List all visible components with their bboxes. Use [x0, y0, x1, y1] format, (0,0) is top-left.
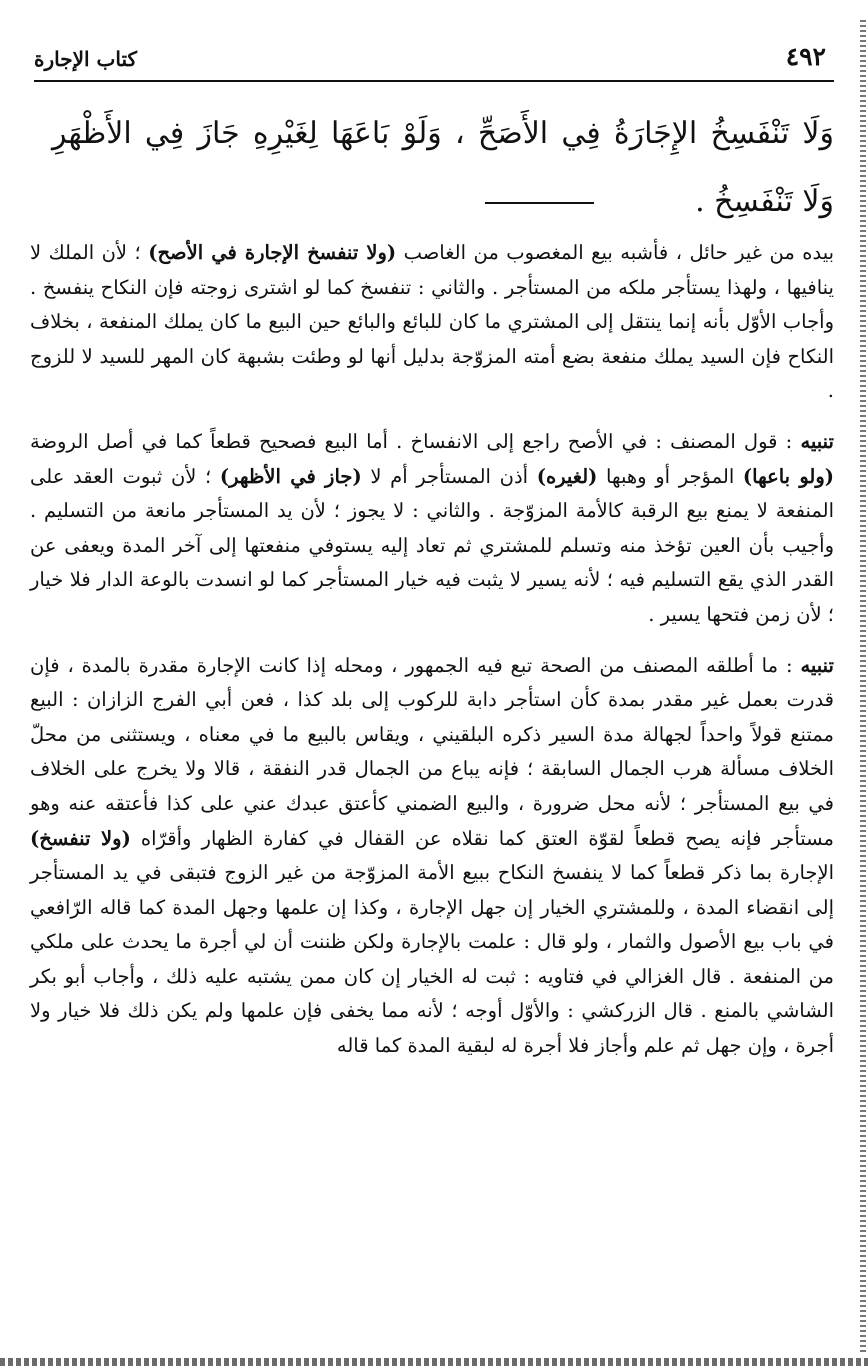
page-header [34, 38, 834, 78]
decorative-bottom-border [0, 1358, 868, 1366]
note-label: تنبيه [800, 429, 834, 453]
commentary-text: الإجارة بما ذكر قطعاً كما لا ينفسخ النكاح ببيع الأمة المزوّجة من غير الزوج فتبقى في يد المستأجر إلى انقضاء المدة ، وللمشتري الخيار إن جهل الإجارة ، وكذا إن علمها وجهل المدة كما قاله الرّافعي في باب بيع الأصول والثمار ، ولو قال : علمت بالإجارة ولكن ظننت أن لي أجرة ما يحدث على ملكي من المنفعة . قال الغزالي في فتاويه : ثبت له الخيار إن كان ممن يشتبه عليه ذلك ، وأجاب أبو بكر الشاشي بالمنع . قال الزركشي : والأوّل أوجه ؛ لأنه مما يخفى فإن علمها ولم يكن ذلك فلا خيار ولا أجرة ، وإن جهل ثم علم وأجاز فلا أجرة له لبقية المدة كما قاله [30, 861, 834, 1058]
quoted-matn: (لغيره) [536, 464, 598, 488]
commentary-paragraph-2 [30, 425, 834, 633]
commentary-text: : قول المصنف : في الأصح راجع إلى الانفساخ . أما البيع فصحيح قطعاً كما في أصل الروضة [30, 429, 801, 453]
matn-text: وَلَا تَنْفَسِخُ الإِجَارَةُ فِي الأَصَحِّ ، وَلَوْ بَاعَهَا لِغَيْرِهِ جَازَ فِي الأَظْهَرِ وَلَا تَنْفَسِخُ . [52, 116, 834, 219]
commentary-text: المؤجر أو وهبها [597, 464, 743, 488]
note-label: تنبيه [800, 653, 834, 677]
quoted-matn: (ولا تنفسخ) [30, 826, 131, 850]
page-number: ٤٩٢ [785, 42, 826, 71]
quoted-matn: (ولو باعها) [742, 464, 834, 488]
running-title: كتاب الإجارة [34, 47, 137, 71]
quoted-matn: (ولا تنفسخ الإجارة في الأصح) [148, 241, 397, 264]
header-rule [34, 80, 834, 82]
decorative-side-border [860, 20, 866, 1355]
footnote-separator [485, 202, 594, 204]
commentary-text: : ما أطلقه المصنف من الصحة تبع فيه الجمهور ، ومحله إذا كانت الإجارة مقدرة بالمدة ، فإن قدرت بعمل غير مقدر بمدة كأن استأجر دابة للركوب إلى بلد كذا ، فعن أبي الفرج الزازان : البيع ممتنع قولاً واحداً لجهالة مدة السير ذكره البلقيني ، ويقاس بالبيع ما في معناه ، ويستثنى من محلّ الخلاف مسألة هرب الجمال السابقة ؛ فإنه يباع من الجمال قدر النفقة ، قالا ولا يخرج على الخلاف في بيع المستأجر ؛ لأنه محل ضرورة ، والبيع الضمني كأعتق عبدك عني على كذا فأعتقه عنه وهو مستأجر فإنه يصح قطعاً لقوّة العتق كما نقلاه عن القفال في كفارة الظهار وأقرّاه [30, 653, 834, 850]
commentary-text: ؛ لأن الملك لا ينافيها ، ولهذا يستأجر ملكه من المستأجر . والثاني : تنفسخ كما لو اشترى زوجته فإن النكاح ينفسخ . وأجاب الأوّل بأنه إنما ينتقل إلى المشتري ما كان للبائع والبائع حين البيع ما كان يملك المنفعة ، بخلاف النكاح فإن السيد يملك منفعة بضع أمته المزوّجة بدليل أنها لو وطئت بشبهة كان المهر للسيد لا للزوج . [30, 241, 834, 403]
commentary [30, 236, 834, 1080]
commentary-text: بيده من غير حائل ، فأشبه بيع المغصوب من الغاصب [396, 241, 835, 264]
commentary-text: أذن المستأجر أم لا [361, 464, 537, 488]
quoted-matn: (جاز في الأظهر) [219, 464, 362, 488]
commentary-paragraph-1 [30, 236, 834, 409]
commentary-text: ؛ لأن ثبوت العقد على المنفعة لا يمنع بيع الرقبة كالأمة المزوّجة . والثاني : لا يجوز ؛ لأن يد المستأجر مانعة من التسليم . وأجيب بأن العين تؤخذ منه وتسلم للمشتري ثم تعاد إليه يستوفي منفعتها إلى آخر المدة ويعفى عن القدر الذي يقع التسليم فيه ؛ لأنه يسير لا يثبت فيه خيار المستأجر كما لو انسدت بالوعة الدار فلا خيار ؛ لأن زمن فتحها يسير . [30, 464, 834, 626]
commentary-paragraph-3 [30, 649, 834, 1064]
